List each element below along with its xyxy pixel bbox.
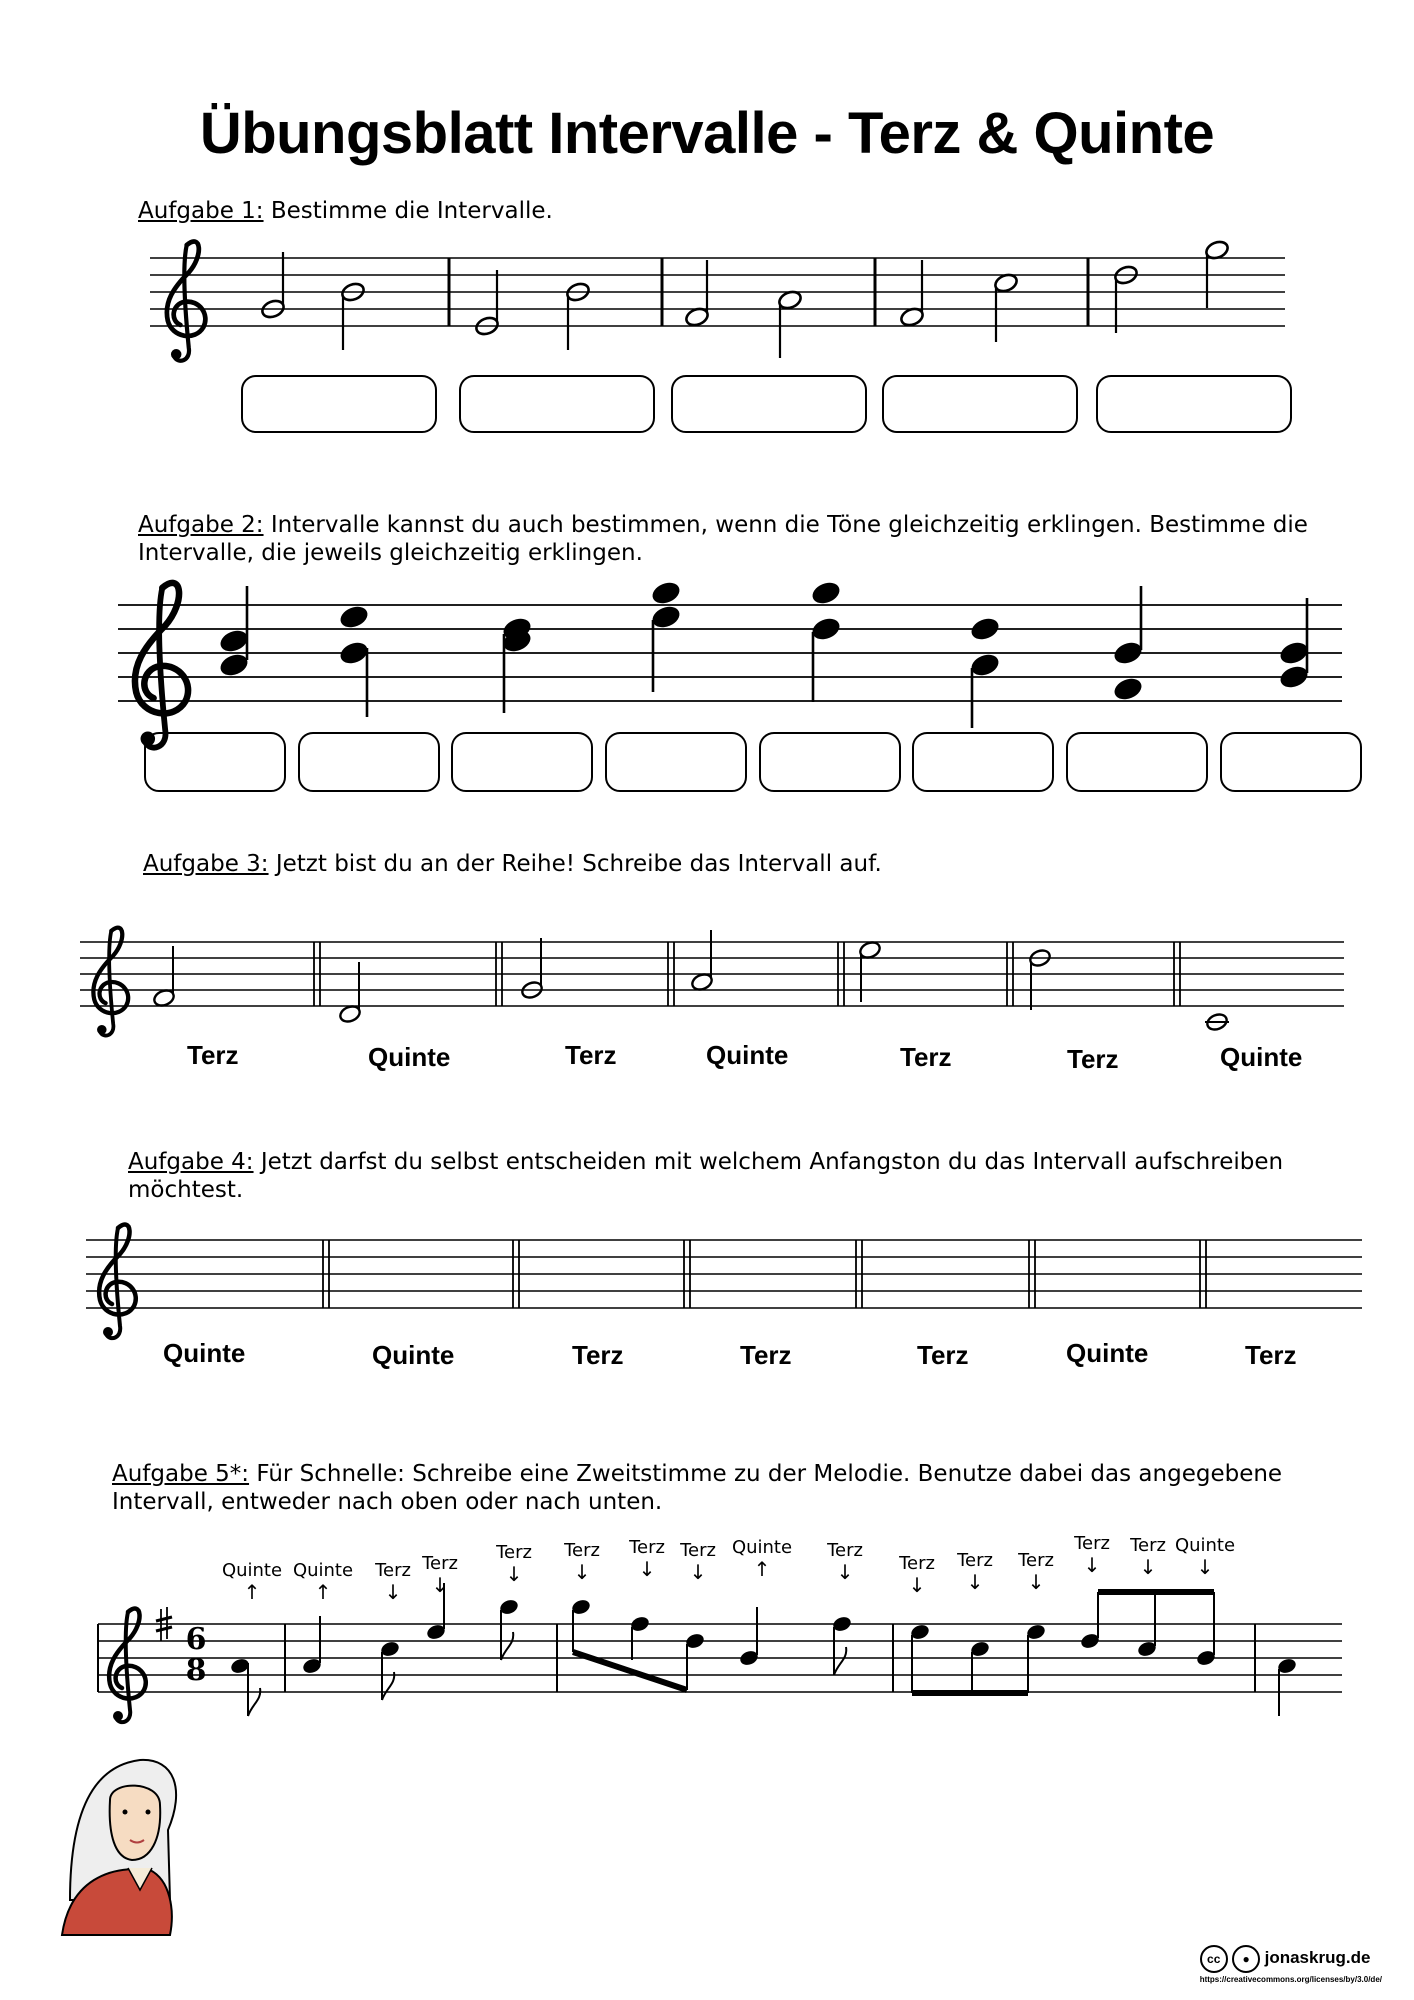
task5-mark-label: Terz	[375, 1560, 411, 1581]
task4-interval-2: Quinte	[372, 1340, 455, 1370]
time-signature-bottom: 8	[185, 1653, 207, 1688]
footer-brand: jonaskrug.de	[1264, 1948, 1371, 1968]
answer-box[interactable]	[452, 733, 592, 791]
task3-interval-4: Quinte	[706, 1040, 789, 1070]
task5-mark-label: Quinte	[731, 1537, 793, 1558]
arrow-down-icon: ↓	[689, 1560, 707, 1584]
arrow-down-icon: ↓	[638, 1557, 656, 1581]
treble-clef-icon	[109, 1609, 146, 1723]
answer-box[interactable]	[1097, 376, 1291, 432]
arrow-down-icon: ↓	[908, 1573, 926, 1597]
task3-interval-7: Quinte	[1220, 1042, 1303, 1072]
task3-staff	[80, 928, 1344, 1036]
task5-staff	[98, 1580, 1342, 1722]
task1-text: Bestimme die Intervalle.	[263, 198, 553, 224]
arrow-up-icon: ↑	[753, 1557, 771, 1581]
task5-mark-label: Quinte	[221, 1560, 283, 1581]
treble-clef-icon	[135, 583, 188, 748]
cc-icon: cc	[1200, 1945, 1228, 1973]
task5-text: Für Schnelle: Schreibe eine Zweitstimme zu der Melodie. Benutze dabei das angegebene Intervall, entweder nach oben oder nach unten.	[112, 1461, 1283, 1515]
arrow-down-icon: ↓	[505, 1562, 523, 1586]
task3-interval-2: Quinte	[368, 1042, 451, 1072]
task5-mark-label: Terz	[827, 1540, 863, 1561]
arrow-down-icon: ↓	[1083, 1553, 1101, 1577]
arrow-down-icon: ↓	[431, 1573, 449, 1597]
page-title: Übungsblatt Intervalle - Terz & Quinte	[199, 101, 1215, 166]
answer-box[interactable]	[242, 376, 436, 432]
task1-label: Aufgabe 1:	[138, 198, 264, 224]
task4-interval-7: Terz	[1245, 1340, 1297, 1370]
task5-mark-label: Terz	[957, 1550, 993, 1571]
arrow-down-icon: ↓	[1027, 1570, 1045, 1594]
task5-mark-label: Quinte	[1174, 1535, 1236, 1556]
task5-mark-label: Terz	[1018, 1550, 1054, 1571]
answer-box[interactable]	[760, 733, 900, 791]
task4-interval-6: Quinte	[1066, 1338, 1149, 1368]
arrow-up-icon: ↑	[314, 1580, 332, 1604]
task4-interval-4: Terz	[740, 1340, 792, 1370]
answer-box[interactable]	[1221, 733, 1361, 791]
answer-box[interactable]	[460, 376, 654, 432]
task5-mark-label: Terz	[1130, 1535, 1166, 1556]
task4-interval-5: Terz	[917, 1340, 969, 1370]
answer-box[interactable]	[672, 376, 866, 432]
arrow-down-icon: ↓	[836, 1560, 854, 1584]
mozart-portrait	[62, 1760, 176, 1935]
task5-mark-label: Terz	[899, 1553, 935, 1574]
arrow-down-icon: ↓	[384, 1580, 402, 1604]
answer-box[interactable]	[913, 733, 1053, 791]
task5-label: Aufgabe 5*:	[112, 1461, 250, 1487]
task5-mark-label: Terz	[680, 1540, 716, 1561]
task1-staff	[150, 239, 1285, 361]
task5-mark-label: Terz	[564, 1540, 600, 1561]
task4-staff	[86, 1225, 1362, 1339]
arrow-down-icon: ↓	[1139, 1555, 1157, 1579]
task3-label: Aufgabe 3:	[143, 851, 269, 877]
task3-interval-3: Terz	[565, 1040, 617, 1070]
task5-mark-label: Terz	[422, 1553, 458, 1574]
time-signature-top: 6	[185, 1622, 207, 1657]
task4-interval-1: Quinte	[163, 1338, 246, 1368]
license-url[interactable]: https://creativecommons.org/licenses/by/3.0/de/	[1199, 1975, 1382, 1984]
treble-clef-icon	[167, 241, 205, 360]
task2-staff	[118, 579, 1342, 748]
answer-box[interactable]	[1067, 733, 1207, 791]
footer	[1200, 1945, 1382, 1984]
answer-box[interactable]	[299, 733, 439, 791]
task3-interval-5: Terz	[900, 1042, 952, 1072]
task2-label: Aufgabe 2:	[138, 512, 264, 538]
task2-text: Intervalle kannst du auch bestimmen, wenn die Töne gleichzeitig erklingen. Bestimme die Intervalle, die jeweils gleichzeitig erklingen.	[138, 512, 1308, 566]
task4-text: Jetzt darfst du selbst entscheiden mit welchem Anfangston du das Intervall aufschreiben möchtest.	[128, 1149, 1284, 1203]
task2-answer-boxes	[145, 733, 1361, 791]
task3-text: Jetzt bist du an der Reihe! Schreibe das Intervall auf.	[268, 851, 882, 877]
arrow-up-icon: ↑	[243, 1580, 261, 1604]
task4-interval-3: Terz	[572, 1340, 624, 1370]
task3-interval-6: Terz	[1067, 1044, 1119, 1074]
treble-clef-icon	[93, 928, 128, 1036]
task5-mark-label: Quinte	[292, 1560, 354, 1581]
person-icon: ●	[1232, 1945, 1260, 1973]
task5-mark-label: Terz	[629, 1537, 665, 1558]
answer-box[interactable]	[883, 376, 1077, 432]
arrow-down-icon: ↓	[573, 1560, 591, 1584]
task3-interval-1: Terz	[187, 1040, 239, 1070]
answer-box[interactable]	[606, 733, 746, 791]
task5-mark-label: Terz	[496, 1542, 532, 1563]
treble-clef-icon	[99, 1225, 136, 1339]
arrow-down-icon: ↓	[1196, 1555, 1214, 1579]
task4-label: Aufgabe 4:	[128, 1149, 254, 1175]
task1-answer-boxes	[242, 376, 1291, 432]
task5-mark-label: Terz	[1074, 1533, 1110, 1554]
time-signature	[186, 1622, 207, 1688]
arrow-down-icon: ↓	[966, 1570, 984, 1594]
